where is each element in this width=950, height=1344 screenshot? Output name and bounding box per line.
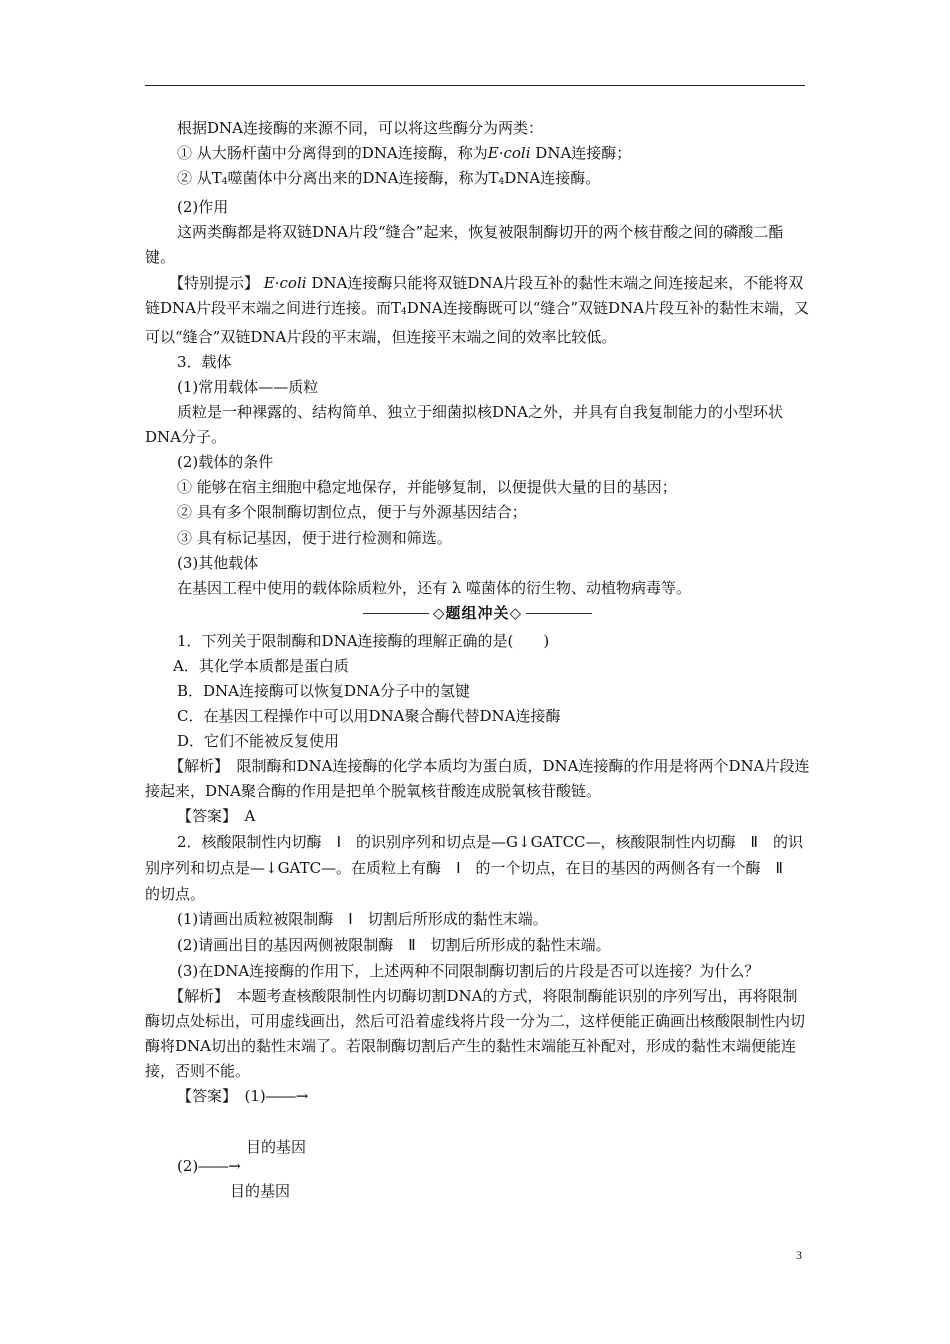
- analysis: 【解析】 限制酶和DNA连接酶的化学本质均为蛋白质，DNA连接酶的作用是将两个DNA片段连接起来，DNA聚合酶的作用是把单个脱氧核苷酸连成脱氧核苷酸链。: [145, 757, 810, 801]
- question-stem: 2．核酸限制性内切酶 Ⅰ 的识别序列和切点是—G↓GATCC—，核酸限制性内切酶 Ⅱ 的识别序列和切点是—↓GATC—。在质粒上有酶 Ⅰ 的一个切点，在目的基因的两侧各有一个酶 Ⅱ 的切点。: [145, 832, 803, 903]
- subheading: (2)作用: [177, 198, 229, 217]
- question-stem: 1．下列关于限制酶和DNA连接酶的理解正确的是( ): [177, 631, 550, 650]
- page-content: [145, 116, 810, 1110]
- paragraph: 质粒是一种裸露的、结构简单、独立于细菌拟核DNA之外，并具有自我复制能力的小型环状DNA分子。: [145, 403, 783, 447]
- section-separator: [145, 602, 810, 626]
- sub-question: (2)请画出目的基因两侧被限制酶 Ⅱ 切割后所形成的黏性末端。: [177, 935, 611, 954]
- paragraph: 这两类酶都是将双链DNA片段“缝合”起来，恢复被限制酶切开的两个核苷酸之间的磷酸二酯键。: [145, 223, 784, 267]
- gene-label: 目的基因: [230, 1182, 291, 1200]
- special-tip: 【特别提示】 E·coli DNA连接酶只能将双链DNA片段互补的黏性末端之间连接起来，不能将双链DNA片段平末端之间进行连接。而$T_4DNA$连接酶既可以“缝合”双链DNA片段互补的黏性末端，又可以“缝合”双链DNA片段的平末端，但连接平末端之间的效率比较低。: [145, 273, 810, 346]
- paragraph: ① 从大肠杆菌中分离得到的DNA连接酶，称为E·coli DNA连接酶；: [177, 144, 632, 163]
- subheading: (3)其他载体: [177, 553, 259, 572]
- paragraph: 在基因工程中使用的载体除质粒外，还有 λ 噬菌体的衍生物、动植物病毒等。: [177, 578, 692, 597]
- section-title: ◇题组冲关◇: [432, 604, 523, 623]
- list-item: ① 能够在宿主细胞中稳定地保存，并能够复制，以便提供大量的目的基因；: [177, 478, 677, 497]
- answer: 【答案】 (1)――→: [177, 1087, 309, 1106]
- separator-line: [363, 613, 429, 614]
- answer-line: (2)――→: [177, 1157, 241, 1175]
- list-item: ③ 具有标记基因，便于进行检测和筛选。: [177, 528, 452, 547]
- subheading: (2)载体的条件: [177, 453, 274, 472]
- separator-line: [526, 613, 592, 614]
- option-d: D．它们不能被反复使用: [177, 732, 340, 751]
- section-heading: 3．载体: [177, 352, 232, 371]
- header-rule: [145, 85, 805, 86]
- option-c: C．在基因工程操作中可以用DNA聚合酶代替DNA连接酶: [177, 707, 561, 726]
- analysis: 【解析】 本题考查核酸限制性内切酶切割DNA的方式，将限制酶能识别的序列写出，再将限制酶切点处标出，可用虚线画出，然后可沿着虚线将片段一分为二，这样便能正确画出核酸限制性内切酶将DNA切出的黏性末端了。若限制酶切割后产生的黏性末端能互补配对，形成的黏性末端便能连接，否则不能。: [145, 987, 806, 1081]
- option-a: A．其化学本质都是蛋白质: [173, 656, 349, 675]
- gene-label: 目的基因: [246, 1138, 307, 1156]
- paragraph: 根据DNA连接酶的来源不同，可以将这些酶分为两类：: [177, 119, 543, 137]
- subheading: (1)常用载体——质粒: [177, 377, 319, 396]
- list-item: ② 具有多个限制酶切割位点，便于与外源基因结合；: [177, 503, 527, 522]
- paragraph: ② 从$T_4$噬菌体中分离出来的DNA连接酶，称为$T_4DNA$连接酶。: [177, 169, 601, 188]
- sub-question: (3)在DNA连接酶的作用下，上述两种不同限制酶切割后的片段是否可以连接？为什么？: [177, 962, 760, 980]
- sub-question: (1)请画出质粒被限制酶 Ⅰ 切割后所形成的黏性末端。: [177, 909, 548, 928]
- answer: 【答案】 A: [177, 807, 256, 826]
- option-b: B．DNA连接酶可以恢复DNA分子中的氢键: [177, 681, 470, 700]
- page-number: 3: [796, 1248, 802, 1262]
